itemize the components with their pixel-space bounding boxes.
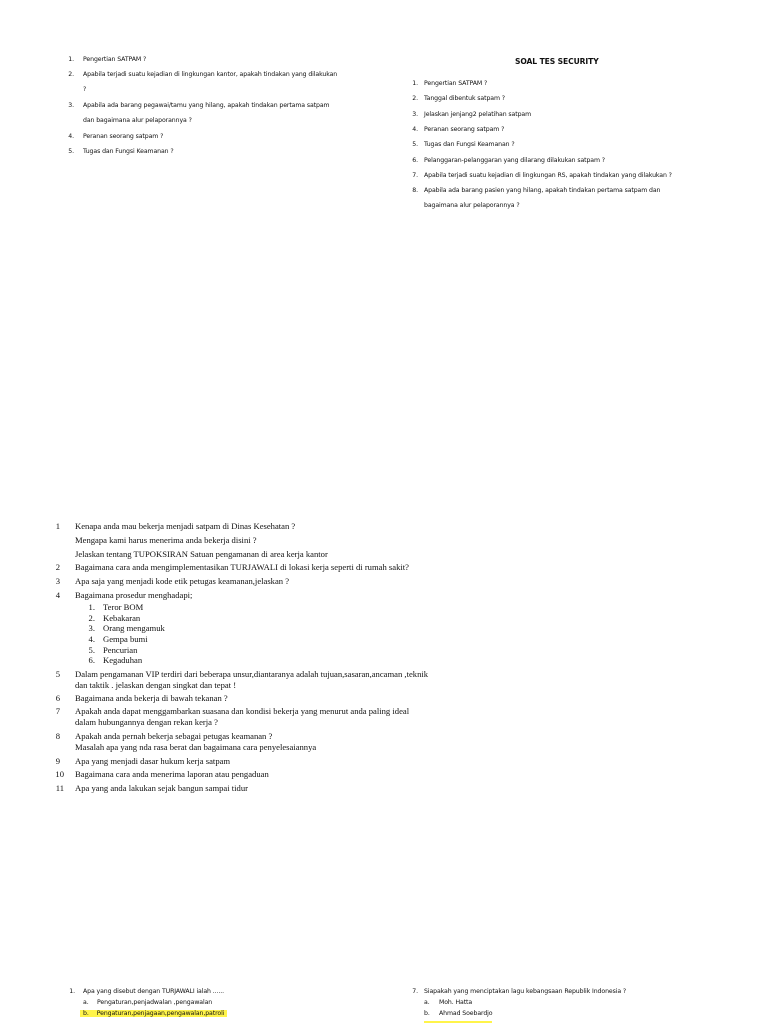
interview-number: 11 [55, 783, 64, 793]
right-item-text: Apabila terjadi suatu kejadian di lingkungan RS, apakah tindakan yang dilakukan ? [424, 172, 672, 179]
interview-number: 3 [55, 576, 60, 586]
option-letter: b. [83, 1010, 89, 1017]
option-text: Pengaturan,penjagaan,pengawalan,patroli [96, 1010, 225, 1017]
option-letter: a. [424, 999, 430, 1006]
left-item-number: 4. [68, 133, 74, 140]
left-item-text: Apabila terjadi suatu kejadian di lingkungan kantor, apakah tindakan yang dilakukan [83, 71, 338, 78]
left-item-text: Tugas dan Fungsi Keamanan ? [83, 148, 174, 155]
interview-text: dan taktik . jelaskan dengan singkat dan tepat ! [75, 680, 237, 690]
highlighted-option [80, 1010, 227, 1017]
option-text: Moh. Hatta [439, 999, 473, 1006]
sub-item-text: Pencurian [103, 645, 138, 655]
interview-text: Mengapa kami harus menerima anda bekerja disini ? [75, 535, 257, 545]
right-item-number: 1. [412, 80, 418, 87]
right-item-text: Peranan seorang satpam ? [424, 126, 505, 133]
right-item-number: 7. [412, 172, 418, 179]
left-item-text: ? [83, 86, 87, 93]
sub-item-number: 2. [88, 613, 95, 623]
interview-text: Apa yang anda lakukan sejak bangun sampai tidur [75, 783, 249, 793]
interview-number: 4 [55, 590, 60, 600]
left-item-number: 1. [68, 56, 74, 63]
right-item-text: Apabila ada barang pasien yang hilang, apakah tindakan pertama satpam dan [424, 187, 661, 194]
sub-item-text: Kebakaran [103, 613, 141, 623]
left-item-text: dan bagaimana alur pelaporannya ? [83, 117, 192, 124]
interview-text: Bagaimana anda bekerja di bawah tekanan ? [75, 693, 228, 703]
sub-item-text: Teror BOM [103, 602, 144, 612]
left-item-text: Peranan seorang satpam ? [83, 133, 164, 140]
right-item-text: Pelanggaran-pelanggaran yang dilarang dilakukan satpam ? [424, 157, 605, 164]
sub-item-text: Kegaduhan [103, 655, 143, 665]
left-item-text: Apabila ada barang pegawai/tamu yang hilang, apakah tindakan pertama satpam [83, 102, 330, 109]
option-text: Pengaturan,penjadwalan ,pengawalan [97, 999, 213, 1006]
interview-text: dalam hubungannya dengan rekan kerja ? [75, 717, 218, 727]
interview-number: 7 [55, 706, 60, 716]
right-item-text: Tugas dan Fungsi Keamanan ? [424, 141, 515, 148]
right-item-text: Pengertian SATPAM ? [424, 80, 488, 87]
sub-item-text: Orang mengamuk [103, 623, 165, 633]
interview-number: 1 [55, 521, 60, 531]
question-number: 1. [69, 988, 75, 995]
interview-number: 8 [55, 731, 60, 741]
right-item-number: 2. [412, 95, 418, 102]
right-item-number: 3. [412, 111, 418, 118]
interview-text: Apa yang menjadi dasar hukum kerja satpam [75, 756, 231, 766]
right-item-number: 5. [412, 141, 418, 148]
option-letter: b. [424, 1010, 430, 1017]
interview-text: Bagaimana prosedur menghadapi; [75, 590, 193, 600]
question-text: Apa yang disebut dengan TURJAWALI ialah ...... [83, 988, 224, 995]
left-item-text: Pengertian SATPAM ? [83, 56, 147, 63]
right-item-number: 6. [412, 157, 418, 164]
option-text: Ahmad Soebardjo [439, 1010, 493, 1017]
right-item-number: 4. [412, 126, 418, 133]
sub-item-text: Gempa bumi [103, 634, 148, 644]
right-title: SOAL TES SECURITY [515, 57, 599, 66]
sub-item-number: 6. [88, 655, 95, 665]
interview-number: 10 [55, 769, 64, 779]
right-item-number: 8. [412, 187, 418, 194]
interview-text: Masalah apa yang nda rasa berat dan bagaimana cara penyelesaiannya [75, 742, 317, 752]
right-item-text: Tanggal dibentuk satpam ? [424, 95, 505, 102]
interview-text: Apakah anda dapat menggambarkan suasana dan kondisi bekerja yang menurut anda paling ideal [75, 706, 410, 716]
sub-item-number: 5. [88, 645, 95, 655]
interview-text: Jelaskan tentang TUPOKSIRAN Satuan pengamanan di area kerja kantor [75, 549, 328, 559]
left-item-number: 5. [68, 148, 74, 155]
sub-item-number: 4. [88, 634, 95, 644]
sub-item-number: 3. [88, 623, 95, 633]
highlight-mark [424, 1021, 492, 1023]
right-item-text: bagaimana alur pelaporannya ? [424, 202, 520, 209]
interview-text: Kenapa anda mau bekerja menjadi satpam di Dinas Kesehatan ? [75, 521, 296, 531]
interview-text: Apa saja yang menjadi kode etik petugas keamanan,jelaskan ? [75, 576, 290, 586]
interview-text: Bagaimana cara anda mengimplementasikan TURJAWALI di lokasi kerja seperti di rumah sakit? [75, 562, 409, 572]
left-item-number: 2. [68, 71, 74, 78]
interview-number: 9 [55, 756, 60, 766]
interview-text: Bagaimana cara anda menerima laporan atau pengaduan [75, 769, 269, 779]
option-letter: a. [83, 999, 89, 1006]
interview-text: Apakah anda pernah bekerja sebagai petugas keamanan ? [75, 731, 273, 741]
right-item-text: Jelaskan jenjang2 pelatihan satpam [424, 111, 532, 118]
interview-number: 6 [55, 693, 60, 703]
question-text: Siapakah yang menciptakan lagu kebangsaan Republik Indonesia ? [424, 988, 627, 995]
sub-item-number: 1. [88, 602, 95, 612]
left-item-number: 3. [68, 102, 74, 109]
interview-text: Dalam pengamanan VIP terdiri dari beberapa unsur,diantaranya adalah tujuan,sasaran,ancaman ,teknik [75, 669, 429, 679]
interview-number: 5 [55, 669, 60, 679]
question-number: 7. [412, 988, 418, 995]
interview-number: 2 [55, 562, 60, 572]
